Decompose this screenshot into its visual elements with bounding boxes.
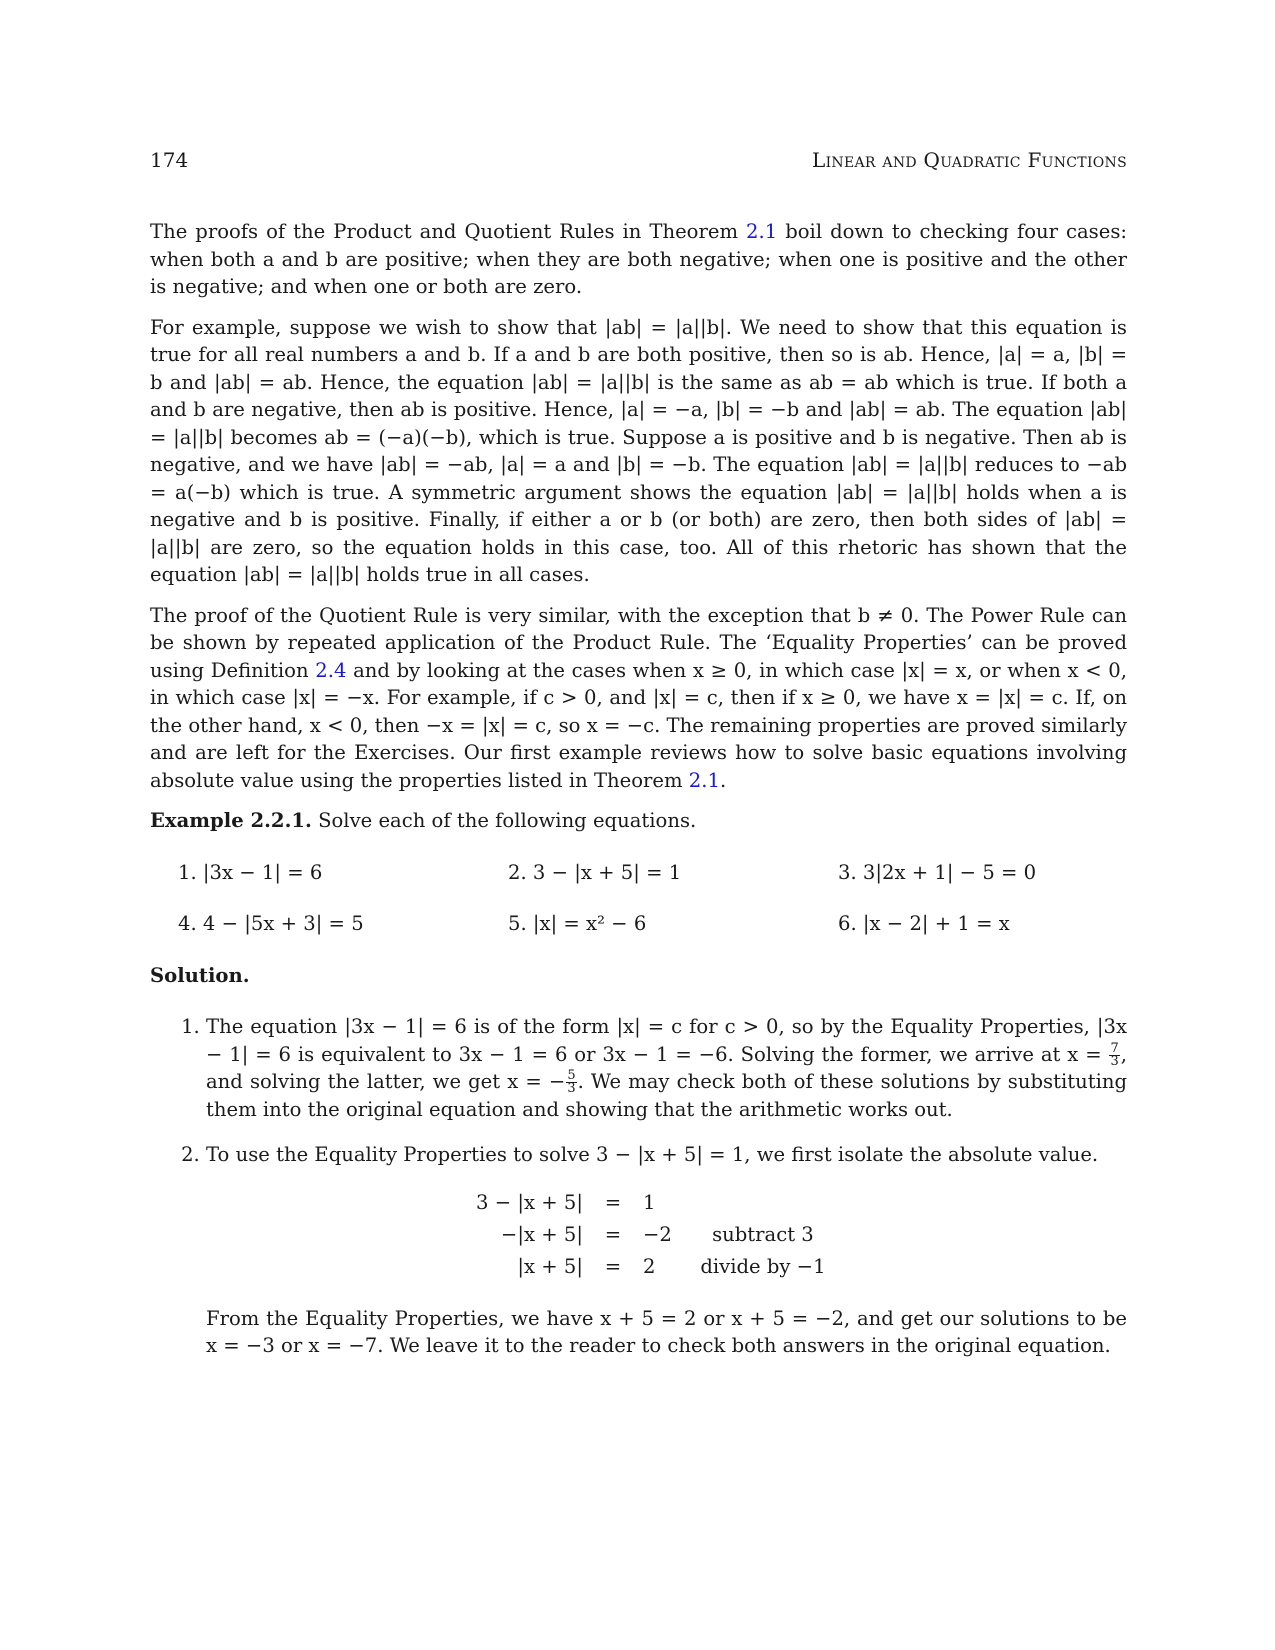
solution-item-1 xyxy=(206,1013,1127,1123)
step-equals: = xyxy=(604,1190,622,1214)
theorem-link[interactable]: 2.1 xyxy=(688,768,720,792)
step-rhs: −2 xyxy=(642,1222,672,1246)
text-run: and by looking at the cases when x ≥ 0, in which case |x| = x, or when x < 0, in which case |x| = −x. For example, if c > 0, and |x| = c, then if x ≥ 0, we have x = |x| = c. If, on the other hand, x < 0, then −x = |x| = c, so x = −c. The remaining properties are proved similarly and are left for the Exercises. Our first example reviews how to solve basic equations involving absolute value using the properties listed in Theorem xyxy=(150,658,1127,792)
step-rhs: 1 xyxy=(642,1190,656,1214)
step-lhs: |x + 5| xyxy=(517,1254,583,1278)
body-text xyxy=(150,218,1127,1378)
fraction xyxy=(1109,1040,1119,1069)
equation-item: 6. |x − 2| + 1 = x xyxy=(838,912,1010,935)
equation-item: 4. 4 − |5x + 3| = 5 xyxy=(178,912,364,935)
running-head: Linear and Quadratic Functions xyxy=(812,148,1127,172)
equation-step xyxy=(476,1189,833,1221)
fraction-denominator: 3 xyxy=(1110,1053,1119,1069)
fraction-numerator: 7 xyxy=(1110,1040,1119,1056)
step-lhs: −|x + 5| xyxy=(500,1222,583,1246)
equation-item: 1. |3x − 1| = 6 xyxy=(178,860,323,884)
solution-intro: To use the Equality Properties to solve 3 − |x + 5| = 1, we first isolate the absolute value. xyxy=(206,1143,1099,1166)
aligned-equations xyxy=(476,1189,833,1285)
step-note xyxy=(693,1189,833,1221)
fraction-numerator: 5 xyxy=(567,1068,576,1083)
page-header xyxy=(150,148,1127,178)
text-run: boil down to checking four cases: when both a and b are positive; when they are both negative; when one is positive and the other is negative; and when one or both are zero. xyxy=(150,220,1127,298)
example-prompt: Solve each of the following equations. xyxy=(318,809,697,832)
equation-step xyxy=(476,1221,833,1253)
step-note: subtract 3 xyxy=(712,1222,814,1246)
equation-step xyxy=(476,1253,833,1285)
solution-heading: Solution. xyxy=(150,963,250,987)
page-number: 174 xyxy=(150,148,189,172)
equation-item: 3. 3|2x + 1| − 5 = 0 xyxy=(838,860,1037,884)
text-run: The equation |3x − 1| = 6 is of the form |x| = c for c > 0, so by the Equality Properties, |3x − 1| = 6 is equivalent to 3x − 1 = 6 or 3x − 1 = −6. Solving the former, we arrive at x = xyxy=(206,1015,1127,1066)
step-rhs: 2 xyxy=(642,1254,656,1278)
paragraph-quotient-rule xyxy=(150,602,1127,795)
theorem-link[interactable]: 2.1 xyxy=(746,220,778,243)
equation-item: 5. |x| = x² − 6 xyxy=(508,912,647,935)
step-note: divide by −1 xyxy=(700,1254,826,1278)
text-run: . We may check both of these solutions by substituting them into the original equation and showing that the arithmetic works out. xyxy=(206,1070,1127,1121)
solution-item-2 xyxy=(206,1141,1127,1360)
step-equals: = xyxy=(604,1254,622,1278)
step-lhs: 3 − |x + 5| xyxy=(476,1190,583,1214)
example-label: Example 2.2.1. xyxy=(150,809,312,832)
paragraph-product-rule-proof: For example, suppose we wish to show that |ab| = |a||b|. We need to show that this equation is true for all real numbers a and b. If a and b are both positive, then so is ab. Hence, |a| = a, |b| = b and |ab| = ab. Hence, the equation |ab| = |a||b| is the same as ab = ab which is true. If both a and b are negative, then ab is positive. Hence, |a| = −a, |b| = −b and |ab| = ab. The equation |ab| = |a||b| becomes ab = (−a)(−b), which is true. Suppose a is positive and b is negative. Then ab is negative, and we have |ab| = −ab, |a| = a and |b| = −b. The equation |ab| = |a||b| reduces to −ab = a(−b) which is true. A symmetric argument shows the equation |ab| = |a||b| holds when a is negative and b is positive. Finally, if either a or b (or both) are zero, then both sides of |ab| = |a||b| are zero, so the equation holds in this case, too. All of this rhetoric has shown that the equation |ab| = |a||b| holds true in all cases. xyxy=(150,315,1127,586)
equation-list xyxy=(178,859,1127,938)
definition-link[interactable]: 2.4 xyxy=(315,658,347,682)
text-run: The proofs of the Product and Quotient Rules in Theorem xyxy=(150,220,747,243)
fraction-denominator: 3 xyxy=(567,1081,576,1096)
text-run: , and solving the latter, we get x = − xyxy=(206,1042,1127,1093)
paragraph-proofs-intro xyxy=(150,218,1127,301)
text-run: The proof of the Quotient Rule is very similar, with the exception that b ≠ 0. The Power Rule can be shown by repeated application of the Product Rule. The ‘Equality Properties’ can be proved using Definition xyxy=(150,603,1127,682)
example-heading xyxy=(150,807,1127,835)
step-equals: = xyxy=(604,1222,622,1246)
equation-item: 2. 3 − |x + 5| = 1 xyxy=(508,860,682,884)
solution-conclusion: From the Equality Properties, we have x + 5 = 2 or x + 5 = −2, and get our solutions to be x = −3 or x = −7. We leave it to the reader to check both answers in the original equation. xyxy=(206,1306,1127,1357)
fraction xyxy=(566,1070,576,1095)
solution-list xyxy=(150,1013,1127,1360)
text-run: . xyxy=(719,768,727,792)
